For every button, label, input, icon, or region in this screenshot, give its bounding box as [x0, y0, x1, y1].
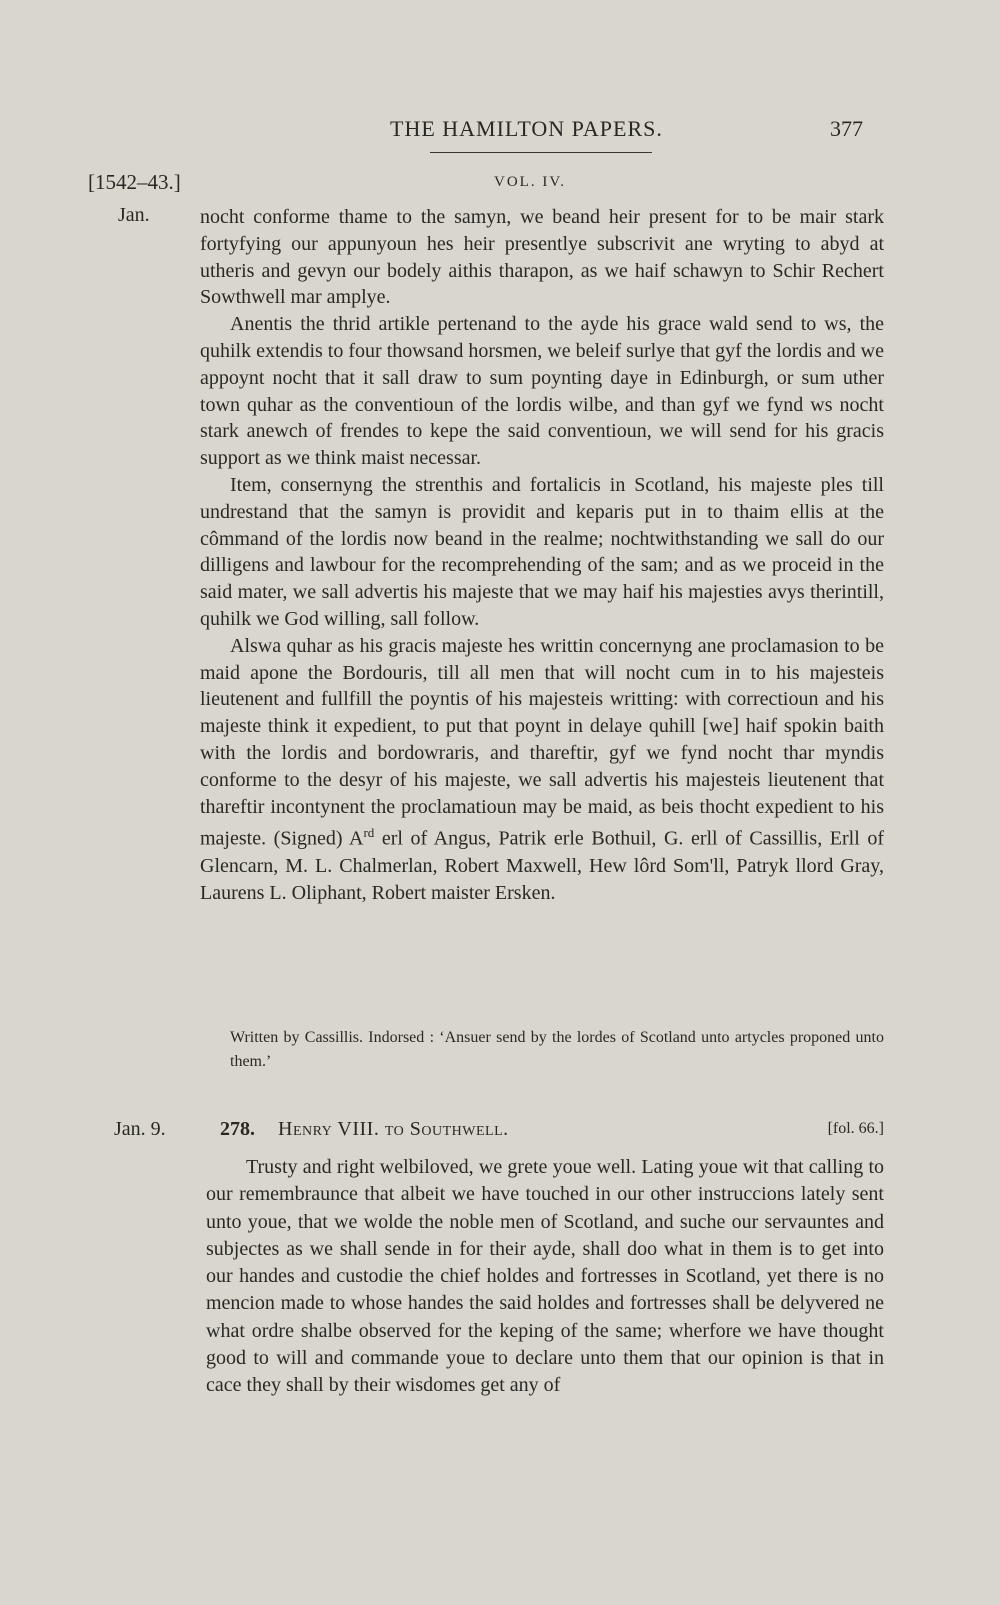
margin-date: Jan. — [118, 204, 150, 226]
date-range: [1542–43.] — [88, 170, 181, 194]
paragraph: Anentis the thrid artikle pertenand to the ayde his grace wald send to ws, the quhilk extendis to four thowsand horsmen, we beleif surlye that gyf the lordis and we appoynt nocht that it sall draw to sum poynting daye in Edinburgh, or sum uther town quhar as the conventioun of the lordis wilbe, and than gyf we fynd ws nocht stark anewch of frendes to kepe the said conventioun, we will send for his gracis support as we think maist necessar. — [200, 313, 884, 470]
header-rule — [430, 152, 652, 153]
signature-initial: A — [349, 827, 364, 850]
continuation-text — [200, 204, 884, 906]
volume-label: VOL. IV. — [494, 174, 566, 190]
folio-reference: [fol. 66.] — [827, 1120, 884, 1137]
endorsement-note: Written by Cassillis. Indorsed : ‘Ansuer send by the lordes of Scotland unto artycles proponed unto them.’ — [230, 1029, 884, 1070]
letter-title: Henry VIII. to Southwell. — [278, 1118, 509, 1140]
letter-heading — [114, 1118, 884, 1146]
paragraph — [200, 633, 884, 907]
running-title: THE HAMILTON PAPERS. — [390, 116, 663, 141]
letter-body: Trusty and right welbiloved, we grete youe well. Lating youe wit that calling to our remembraunce that albeit we have touched in our other instruccions lately sent unto youe, that we wolde the noble men of Scotland, and suche our servauntes and subjectes as we shall sende in for their ayde, shall doo what in them is to get into our handes and custodie the chief holdes and fortresses in Scotland, yet there is no mencion made to whose handes the said holdes and fortresses shall be delyvered ne what ordre shalbe observed for the keping of the same; wherfore we have thought good to will and commande youe to declare unto them that our opinion is that in cace they shall by their wisdomes get any of — [206, 1156, 884, 1397]
paragraph: nocht conforme thame to the samyn, we beand heir present for to be mair stark fortyfying our appunyoun hes heir presentlye subscrivit ane wryting to abyd at utheris and gevyn our bodely aithis tharapon, as we haif schawyn to Schir Rechert Sowthwell mar amplye. — [200, 206, 884, 309]
signature-superscript: rd — [363, 825, 375, 841]
letter-date: Jan. 9. — [114, 1118, 166, 1140]
paragraph-text: Alswa quhar as his gracis majeste hes writtin concernyng ane proclamasion to be maid apone the Bordouris, till all men that will nocht cum in to his majesteis lieutenent and fullfill the poyntis of his majesteis writting: with correctioun and his majeste think it expedient, to put that poynt in delaye quhill [we] haif spokin baith with the lordis and bordowraris, and thareftir, gyf we fynd nocht thar myndis conforme to the desyr of his majeste, we sall advertis his majesteis lieutenent that thareftir incontynent the proclamatioun may be maid, as beis thocht expedient to his majeste. (Signed) — [200, 634, 884, 850]
letter-number: 278. — [220, 1118, 255, 1140]
page-number: 377 — [830, 116, 863, 141]
paragraph: Item, consernyng the strenthis and fortalicis in Scotland, his majeste ples till undrestand that the samyn is providit and keparis put in to thaim ellis at the cômmand of the lordis now beand in the realme; nochtwithstanding we sall do our dilligens and lawbour for the recomprehending of the sam; and as we proceid in the said mater, we sall advertis his majeste that we may haif his majesties avys therintill, quhilk we God willing, sall follow. — [200, 473, 884, 630]
signatories: erl of Angus, Patrik erle Bothuil, G. erll of Cassillis, Erll of Glencarn, M. L. Chalmerlan, Robert Maxwell, Hew lôrd Som'll, Patryk llord Gray, Laurens L. Oliphant, Robert maister Ersken. — [200, 827, 884, 904]
